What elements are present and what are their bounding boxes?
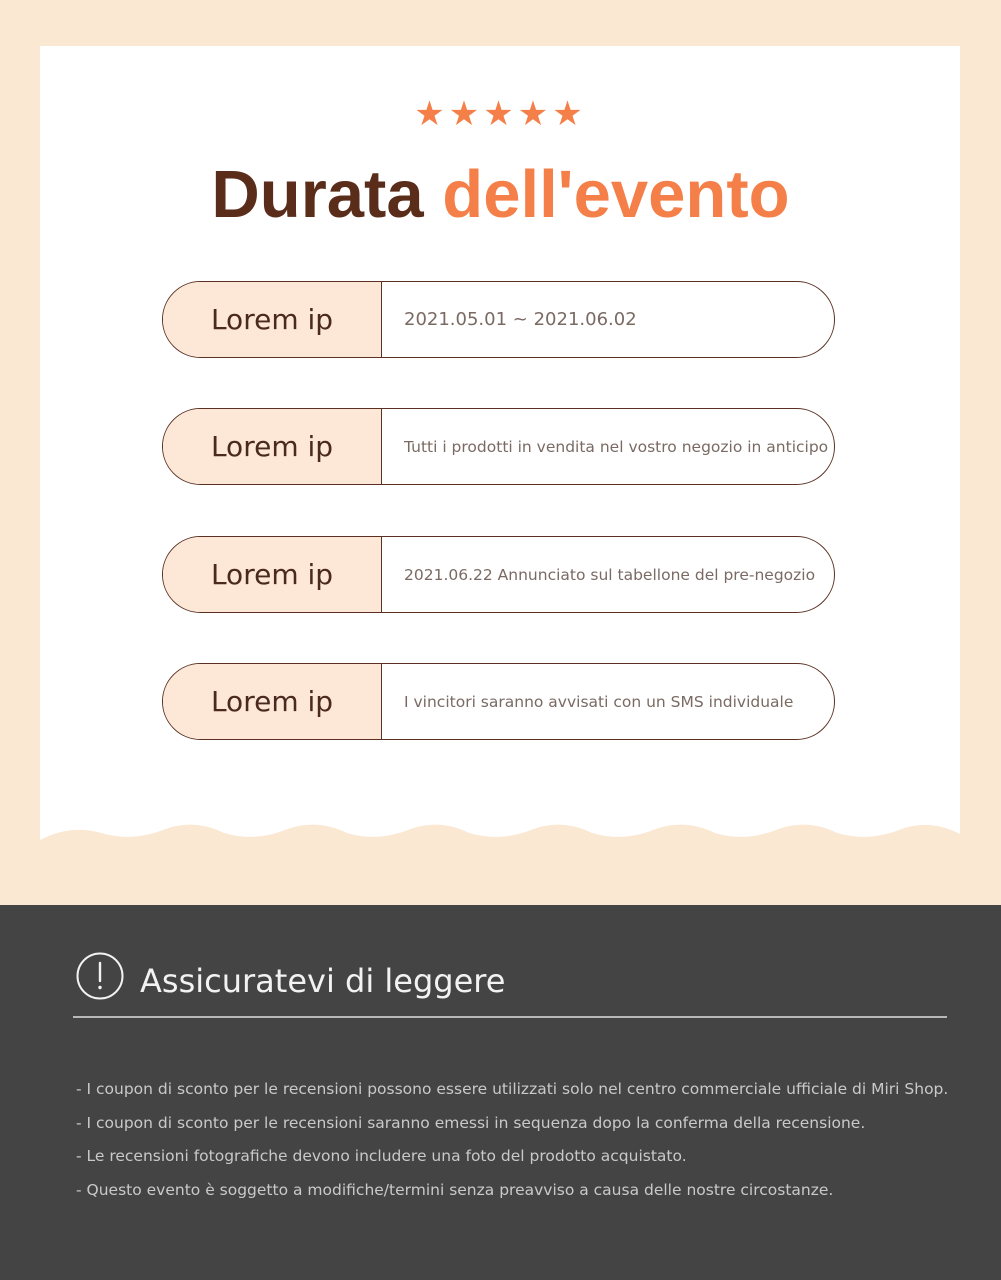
info-row-value: I vincitori saranno avvisati con un SMS individuale — [404, 692, 794, 711]
info-row — [162, 281, 835, 358]
info-row-value: 2021.06.22 Annunciato sul tabellone del pre-negozio — [404, 565, 816, 584]
info-row — [162, 536, 835, 613]
title-part-2: dell'evento — [442, 157, 790, 232]
info-row-label: Lorem ip — [163, 282, 382, 357]
info-row-value: Tutti i prodotti in vendita nel vostro negozio in anticipo — [404, 437, 829, 456]
notice-item: - I coupon di sconto per le recensioni saranno emessi in sequenza dopo la conferma della recensione. — [76, 1113, 866, 1132]
title-part-1: Durata — [211, 157, 424, 232]
notice-title: Assicuratevi di leggere — [140, 962, 506, 1000]
notice-item: - Questo evento è soggetto a modifiche/termini senza preavviso a causa delle nostre circostanze. — [76, 1180, 834, 1199]
info-row-label: Lorem ip — [163, 537, 382, 612]
page-title — [0, 153, 1001, 237]
info-row-label: Lorem ip — [163, 409, 382, 484]
exclamation-circle-icon — [76, 952, 124, 1000]
wave-decoration — [40, 810, 960, 850]
info-row — [162, 408, 835, 485]
notice-item: - I coupon di sconto per le recensioni possono essere utilizzati solo nel centro commerciale ufficiale di Miri Shop. — [76, 1080, 949, 1098]
info-row-value: 2021.05.01 ~ 2021.06.02 — [404, 309, 637, 330]
notice-item: - Le recensioni fotografiche devono includere una foto del prodotto acquistato. — [76, 1147, 687, 1165]
info-row — [162, 663, 835, 740]
divider — [73, 1016, 947, 1018]
info-row-label: Lorem ip — [163, 664, 382, 739]
notice-list — [76, 1073, 976, 1207]
rating-stars: ★★★★★ — [414, 95, 587, 133]
